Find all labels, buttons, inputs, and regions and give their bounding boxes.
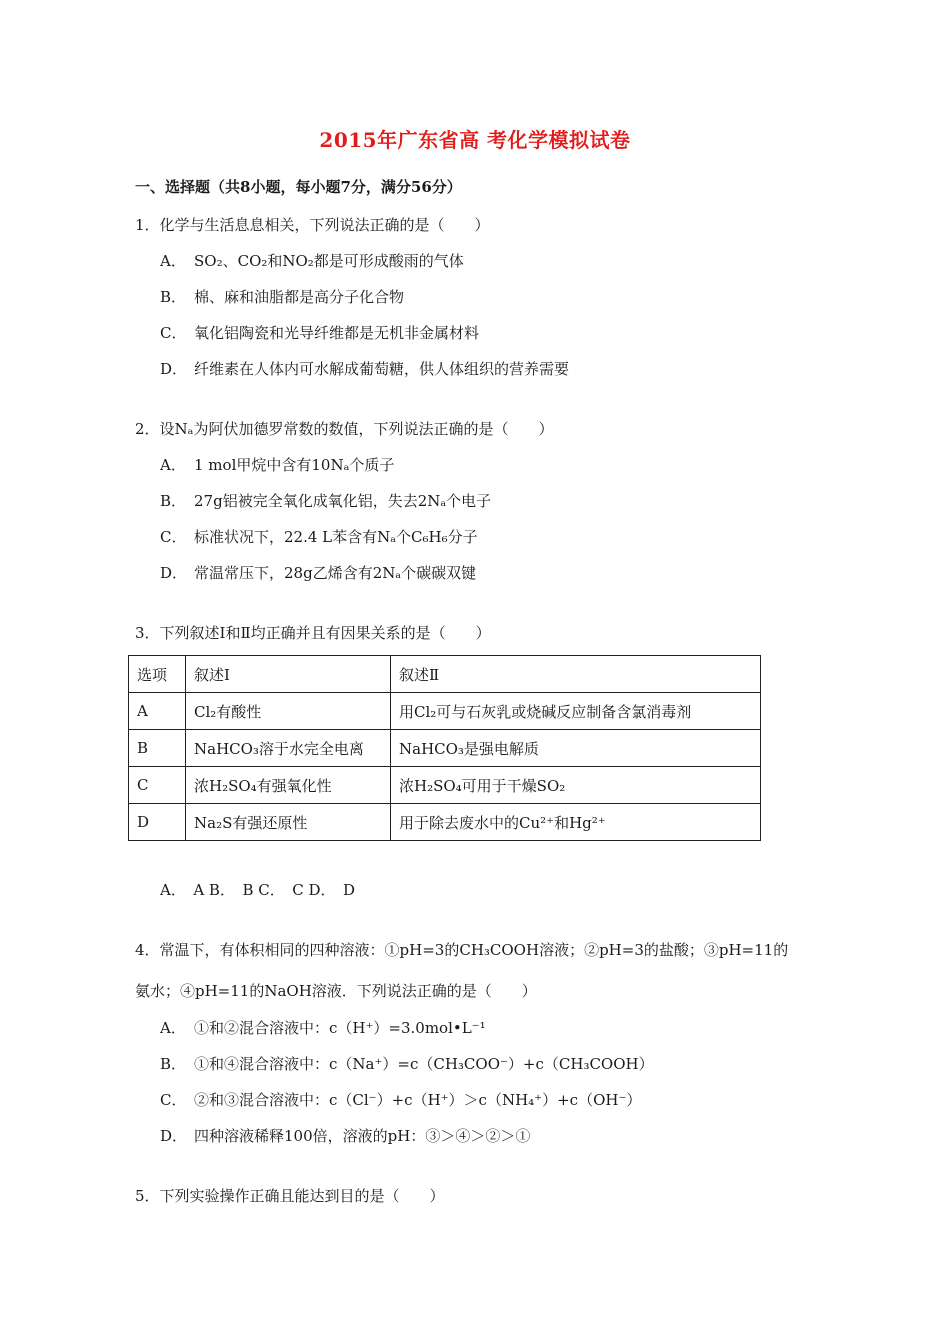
section-heading: 一、选择题（共8小题，每小题7分，满分56分） bbox=[135, 178, 462, 196]
question-2-option-c bbox=[160, 526, 478, 547]
table-cell: 浓H₂SO₄可用于干燥SO₂ bbox=[391, 767, 761, 804]
question-2-option-b bbox=[160, 490, 491, 511]
table-row bbox=[129, 730, 761, 767]
question-4-option-c bbox=[160, 1089, 641, 1110]
table-cell: C bbox=[129, 767, 186, 804]
option-text: ①和②混合溶液中：c（H⁺）=3.0mol•L⁻¹ bbox=[194, 1019, 486, 1037]
table-cell: Cl₂有酸性 bbox=[186, 693, 391, 730]
question-4-stem-line1: 4．常温下，有体积相同的四种溶液：①pH=3的CH₃COOH溶液；②pH=3的盐酸；③pH=11的 bbox=[135, 941, 789, 959]
option-letter: A． bbox=[160, 1019, 186, 1037]
question-2-option-d bbox=[160, 562, 476, 583]
table-cell: Na₂S有强还原性 bbox=[186, 804, 391, 841]
question-3-table bbox=[128, 655, 761, 841]
question-5-stem: 5．下列实验操作正确且能达到目的是（ ） bbox=[135, 1187, 445, 1205]
question-3-answer-choices: A． A B． B C． C D． D bbox=[160, 881, 356, 899]
question-4-option-d bbox=[160, 1125, 530, 1146]
option-text: ①和④混合溶液中：c（Na⁺）=c（CH₃COO⁻）+c（CH₃COOH） bbox=[194, 1055, 654, 1073]
option-letter: C． bbox=[160, 324, 187, 342]
table-header-row bbox=[129, 656, 761, 693]
table-header-cell: 叙述Ⅱ bbox=[391, 656, 761, 693]
option-text: ②和③混合溶液中：c（Cl⁻）+c（H⁺）＞c（NH₄⁺）+c（OH⁻） bbox=[194, 1091, 642, 1109]
table-cell: 用于除去废水中的Cu²⁺和Hg²⁺ bbox=[391, 804, 761, 841]
table-cell: D bbox=[129, 804, 186, 841]
table-cell: A bbox=[129, 693, 186, 730]
question-1-option-b bbox=[160, 286, 404, 307]
question-1-option-d bbox=[160, 358, 569, 379]
option-text: 棉、麻和油脂都是高分子化合物 bbox=[194, 288, 405, 306]
option-letter: D． bbox=[160, 360, 188, 378]
question-4-option-a bbox=[160, 1017, 486, 1038]
option-text: 27g铝被完全氧化成氧化铝，失去2Nₐ个电子 bbox=[194, 492, 492, 510]
question-1-option-c bbox=[160, 322, 479, 343]
page-title: 2015年广东省高 考化学模拟试卷 bbox=[319, 128, 631, 152]
question-3-stem: 3．下列叙述Ⅰ和Ⅱ均正确并且有因果关系的是（ ） bbox=[135, 624, 491, 642]
option-text: 1 mol甲烷中含有10Nₐ个质子 bbox=[194, 456, 395, 474]
table-cell: 用Cl₂可与石灰乳或烧碱反应制备含氯消毒剂 bbox=[391, 693, 761, 730]
table-cell: NaHCO₃是强电解质 bbox=[391, 730, 761, 767]
table-cell: B bbox=[129, 730, 186, 767]
option-text: 氧化铝陶瓷和光导纤维都是无机非金属材料 bbox=[194, 324, 480, 342]
question-2-stem: 2．设Nₐ为阿伏加德罗常数的数值，下列说法正确的是（ ） bbox=[135, 420, 554, 438]
table-row bbox=[129, 804, 761, 841]
option-letter: D． bbox=[160, 564, 188, 582]
option-letter: A． bbox=[160, 456, 186, 474]
option-text: 常温常压下，28g乙烯含有2Nₐ个碳碳双键 bbox=[194, 564, 477, 582]
option-letter: A． bbox=[160, 252, 186, 270]
option-letter: B． bbox=[160, 288, 187, 306]
question-1-stem: 1．化学与生活息息相关，下列说法正确的是（ ） bbox=[135, 216, 490, 234]
option-letter: D． bbox=[160, 1127, 188, 1145]
question-1-option-a bbox=[160, 250, 464, 271]
option-letter: C． bbox=[160, 1091, 187, 1109]
option-letter: B． bbox=[160, 492, 187, 510]
option-text: SO₂、CO₂和NO₂都是可形成酸雨的气体 bbox=[194, 252, 464, 270]
option-text: 标准状况下，22.4 L苯含有Nₐ个C₆H₆分子 bbox=[194, 528, 478, 546]
option-text: 纤维素在人体内可水解成葡萄糖，供人体组织的营养需要 bbox=[194, 360, 570, 378]
table-row bbox=[129, 767, 761, 804]
option-letter: B． bbox=[160, 1055, 187, 1073]
question-2-option-a bbox=[160, 454, 394, 475]
question-4-option-b bbox=[160, 1053, 654, 1074]
table-header-cell: 叙述Ⅰ bbox=[186, 656, 391, 693]
table-cell: 浓H₂SO₄有强氧化性 bbox=[186, 767, 391, 804]
option-letter: C． bbox=[160, 528, 187, 546]
table-row bbox=[129, 693, 761, 730]
table-header-cell: 选项 bbox=[129, 656, 186, 693]
option-text: 四种溶液稀释100倍，溶液的pH：③＞④＞②＞① bbox=[194, 1127, 531, 1145]
table-cell: NaHCO₃溶于水完全电离 bbox=[186, 730, 391, 767]
question-4-stem-line2: 氨水；④pH=11的NaOH溶液．下列说法正确的是（ ） bbox=[135, 982, 537, 1000]
